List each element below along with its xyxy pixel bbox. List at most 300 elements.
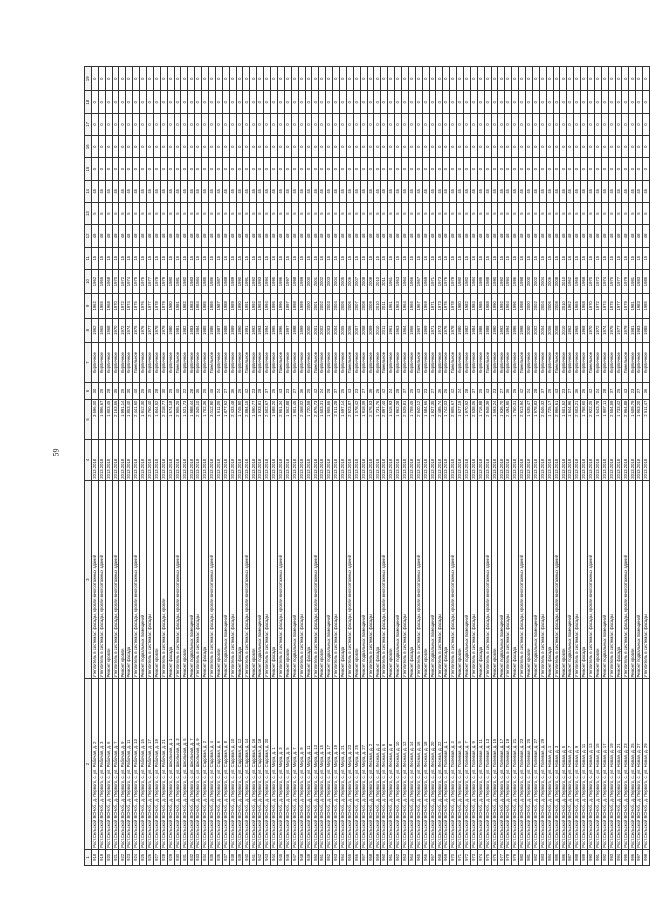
table-cell: 0 xyxy=(498,136,505,158)
table-cell: 48 xyxy=(505,225,512,247)
table-row xyxy=(450,67,457,866)
table-cell: 0 xyxy=(160,113,167,135)
table-cell: 1 803,45 xyxy=(105,399,112,440)
table-cell: 48 xyxy=(450,225,457,247)
table-cell: Ремонт кровли xyxy=(284,480,291,679)
table-cell: 5 xyxy=(167,202,174,224)
table-cell: 0 xyxy=(643,91,650,113)
table-cell: 48 xyxy=(105,225,112,247)
table-cell: 1964 xyxy=(401,294,408,318)
table-cell: 1962 xyxy=(91,294,98,318)
table-cell: 1996 xyxy=(512,294,519,318)
table-cell: 0 xyxy=(284,136,291,158)
table-cell: 28 xyxy=(395,383,402,399)
table-cell: 2 468,02 xyxy=(298,399,305,440)
table-cell: Утеплитель в системах: фасады, кровли многоэтажных зданий xyxy=(91,480,98,679)
table-cell: 0 xyxy=(284,113,291,135)
table-row xyxy=(346,67,353,866)
table-cell: 0 xyxy=(567,67,574,91)
table-cell: 0 xyxy=(312,67,319,91)
table-cell: 26 xyxy=(443,383,450,399)
table-cell: 1980 xyxy=(167,318,174,342)
table-cell: 28 xyxy=(153,383,160,399)
table-cell: Рост.Сельской ВСНоб., д. Первого, с. ул. Новая, д. 1 xyxy=(546,679,553,849)
table-cell: 1961 xyxy=(388,318,395,342)
table-cell: Рост.Сельской ВСНоб., д. Первого, с. ул. Новая, д. 15 xyxy=(594,679,601,849)
table-cell: 0 xyxy=(401,91,408,113)
table-cell: 0 xyxy=(457,136,464,158)
table-cell: 1983 xyxy=(188,269,195,293)
table-cell: 1970 xyxy=(112,318,119,342)
table-cell: 976 xyxy=(491,849,498,865)
table-cell: Рост.Сельской ВСНоб., д. Первого, с. ул. Полевая, д. 25 xyxy=(526,679,533,849)
table-cell: Кирпичное xyxy=(305,342,312,383)
table-row xyxy=(291,67,298,866)
table-cell: 2013.2018 xyxy=(202,440,209,481)
table-cell: 0 xyxy=(553,91,560,113)
table-cell: 0 xyxy=(291,67,298,91)
table-row xyxy=(429,67,436,866)
table-row xyxy=(105,67,112,866)
table-cell: 2006 xyxy=(346,294,353,318)
table-cell: 5 xyxy=(319,202,326,224)
table-cell: 0 xyxy=(470,158,477,180)
table-cell: 978 xyxy=(505,849,512,865)
table-cell: Ремонт подвальных помещений xyxy=(532,480,539,679)
table-cell: 45 xyxy=(284,180,291,202)
table-cell: 0 xyxy=(588,91,595,113)
table-rotation-wrapper xyxy=(84,66,649,866)
table-cell: 2005 xyxy=(339,269,346,293)
table-cell: 0 xyxy=(277,136,284,158)
table-cell: 5 xyxy=(422,202,429,224)
table-cell: 45 xyxy=(450,180,457,202)
table-cell: 0 xyxy=(195,113,202,135)
table-cell: 1998 xyxy=(291,269,298,293)
table-cell: 1963 xyxy=(395,294,402,318)
table-cell: Кирпичное xyxy=(601,342,608,383)
table-cell: 0 xyxy=(512,67,519,91)
table-cell: 1981 xyxy=(174,294,181,318)
table-cell: Рост.Сельской ВСНоб., д. Первого, с. ул. Школьная, д. 3 xyxy=(174,679,181,849)
table-cell: 2006 xyxy=(546,269,553,293)
table-cell: 0 xyxy=(91,158,98,180)
table-cell: 45 xyxy=(401,180,408,202)
table-cell: Рост.Сельской ВСНоб., д. Первого, с. ул. Полевая, д. 27 xyxy=(532,679,539,849)
table-cell: 2013.2018 xyxy=(326,440,333,481)
table-cell: Рост.Сельской ВСНоб., д. Первого, с. ул. Рабочая, д. 19 xyxy=(153,679,160,849)
table-cell: Утеплитель в системах: фасады xyxy=(505,480,512,679)
table-cell: Рост.Сельской ВСНоб., д. Первого, с. ул. Садовая, д. 12 xyxy=(236,679,243,849)
table-cell: 45 xyxy=(498,180,505,202)
table-cell: 5 xyxy=(257,202,264,224)
table-row xyxy=(498,67,505,866)
table-cell: 1987 xyxy=(215,294,222,318)
table-cell: 931 xyxy=(181,849,188,865)
table-cell: 2013.2018 xyxy=(415,440,422,481)
table-cell: 0 xyxy=(257,67,264,91)
table-cell: 2 494,95 xyxy=(505,399,512,440)
table-cell: 45 xyxy=(374,180,381,202)
table-cell: 2013.2018 xyxy=(91,440,98,481)
table-cell: 1 643,78 xyxy=(594,399,601,440)
table-cell: 1964 xyxy=(401,269,408,293)
column-header: 2 xyxy=(85,679,92,849)
table-cell: 1962 xyxy=(567,294,574,318)
table-cell: Утеплитель в системах: фасады xyxy=(470,480,477,679)
table-cell: 5 xyxy=(105,202,112,224)
table-cell: 0 xyxy=(174,67,181,91)
table-cell: Панельное xyxy=(209,342,216,383)
table-cell: 15 xyxy=(181,247,188,269)
table-cell: 26 xyxy=(581,383,588,399)
table-cell: 1988 xyxy=(484,318,491,342)
table-cell: 0 xyxy=(401,136,408,158)
table-cell: 1967 xyxy=(415,269,422,293)
table-cell: Рост.Сельской ВСНоб., д. Первого, с. ул. Мира, д. 27 xyxy=(360,679,367,849)
table-row xyxy=(463,67,470,866)
table-cell: 0 xyxy=(608,113,615,135)
table-cell: Кирпичное xyxy=(505,342,512,383)
table-cell: 1994 xyxy=(505,269,512,293)
table-cell: 933 xyxy=(195,849,202,865)
table-cell: 48 xyxy=(312,225,319,247)
table-cell: 2013.2018 xyxy=(153,440,160,481)
table-cell: 0 xyxy=(298,158,305,180)
table-cell: Утеплитель в системах: фасады, кровли многоэтажных зданий xyxy=(312,480,319,679)
table-cell: 0 xyxy=(546,113,553,135)
table-cell: 5 xyxy=(395,202,402,224)
table-cell: 0 xyxy=(470,113,477,135)
table-cell: 1979 xyxy=(160,269,167,293)
table-cell: Ремонт кровли xyxy=(629,480,636,679)
table-cell: 15 xyxy=(319,247,326,269)
table-cell: Рост.Сельской ВСНоб., д. Первого, с. ул. Мира, д. 15 xyxy=(319,679,326,849)
table-row xyxy=(526,67,533,866)
table-cell: Рост.Сельской ВСНоб., д. Первого, с. ул. Мира, д. 19 xyxy=(333,679,340,849)
table-cell: 5 xyxy=(119,202,126,224)
table-cell: 5 xyxy=(484,202,491,224)
table-cell: 0 xyxy=(188,67,195,91)
table-cell: 45 xyxy=(353,180,360,202)
table-cell: 15 xyxy=(532,247,539,269)
table-cell: 1 688,20 xyxy=(271,399,278,440)
table-cell: 0 xyxy=(105,91,112,113)
table-cell: 1999 xyxy=(298,269,305,293)
table-cell: 28 xyxy=(601,383,608,399)
table-cell: 0 xyxy=(147,91,154,113)
table-cell: Кирпичное xyxy=(284,342,291,383)
table-cell: 0 xyxy=(236,158,243,180)
table-cell: 2013.2018 xyxy=(636,440,643,481)
table-cell: 0 xyxy=(264,158,271,180)
table-cell: 5 xyxy=(250,202,257,224)
table-cell: 5 xyxy=(298,202,305,224)
table-cell: Рост.Сельской ВСНоб., д. Первого, с. ул. Мира, д. 1 xyxy=(271,679,278,849)
table-cell: 2000 xyxy=(526,294,533,318)
table-cell: 938 xyxy=(229,849,236,865)
table-cell: 0 xyxy=(532,136,539,158)
table-cell: 0 xyxy=(153,67,160,91)
table-cell: 1998 xyxy=(291,318,298,342)
table-cell: 1982 xyxy=(181,269,188,293)
table-cell: Рост.Сельской ВСНоб., д. Первого, с. ул. Рабочая, д. 21 xyxy=(160,679,167,849)
table-cell: 1 745,90 xyxy=(236,399,243,440)
table-cell: 963 xyxy=(401,849,408,865)
table-cell: 0 xyxy=(415,113,422,135)
table-cell: 0 xyxy=(202,67,209,91)
table-cell: 45 xyxy=(560,180,567,202)
table-cell: 48 xyxy=(257,225,264,247)
table-cell: 2013.2018 xyxy=(312,440,319,481)
table-cell: 15 xyxy=(312,247,319,269)
table-cell: 1965 xyxy=(98,294,105,318)
table-cell: Кирпичное xyxy=(215,342,222,383)
table-cell: 0 xyxy=(450,113,457,135)
table-cell: 2013.2018 xyxy=(333,440,340,481)
table-cell: Ремонт кровли xyxy=(181,480,188,679)
table-cell: 45 xyxy=(477,180,484,202)
table-cell: 0 xyxy=(422,158,429,180)
table-cell: 2013.2018 xyxy=(567,440,574,481)
table-cell: Рост.Сельской ВСНоб., д. Первого, с. ул. Мира, д. 11 xyxy=(305,679,312,849)
table-row xyxy=(588,67,595,866)
table-cell: 45 xyxy=(98,180,105,202)
table-row xyxy=(181,67,188,866)
table-cell: 1 962,28 xyxy=(395,399,402,440)
table-cell: 919 xyxy=(98,849,105,865)
table-cell: 48 xyxy=(174,225,181,247)
table-cell: 15 xyxy=(581,247,588,269)
table-cell: 2013.2018 xyxy=(174,440,181,481)
table-cell: 0 xyxy=(567,91,574,113)
table-cell: 0 xyxy=(243,136,250,158)
table-cell: 0 xyxy=(264,136,271,158)
table-cell: 35 xyxy=(147,383,154,399)
table-cell: 921 xyxy=(112,849,119,865)
table-row xyxy=(215,67,222,866)
table-cell: Кирпичное xyxy=(188,342,195,383)
table-cell: 2013.2018 xyxy=(181,440,188,481)
table-cell: 15 xyxy=(271,247,278,269)
table-cell: 1 844,52 xyxy=(153,399,160,440)
table-cell: Ремонт подвальных помещений xyxy=(429,480,436,679)
table-cell: 2011 xyxy=(381,318,388,342)
table-cell: 2008 xyxy=(360,294,367,318)
table-cell: 48 xyxy=(236,225,243,247)
table-cell: 1975 xyxy=(133,269,140,293)
table-cell: 1999 xyxy=(298,294,305,318)
table-cell: Утеплитель в системах: фасады xyxy=(436,480,443,679)
table-cell: Рост.Сельской ВСНоб., д. Первого, с. ул. Лесная, д. 18 xyxy=(422,679,429,849)
table-cell: 0 xyxy=(526,67,533,91)
table-cell: 0 xyxy=(491,67,498,91)
table-cell: 48 xyxy=(147,225,154,247)
table-cell: 48 xyxy=(443,225,450,247)
table-cell: 1962 xyxy=(567,318,574,342)
table-cell: 45 xyxy=(298,180,305,202)
column-header: 1 xyxy=(85,849,92,865)
table-cell: 5 xyxy=(553,202,560,224)
table-cell: 5 xyxy=(98,202,105,224)
table-cell: 43 xyxy=(277,383,284,399)
table-cell: 0 xyxy=(512,136,519,158)
table-cell: Ремонт подвальных помещений xyxy=(188,480,195,679)
table-cell: 2001 xyxy=(312,269,319,293)
table-cell: 45 xyxy=(622,180,629,202)
table-cell: 45 xyxy=(243,180,250,202)
table-cell: 0 xyxy=(167,67,174,91)
table-cell: 15 xyxy=(408,247,415,269)
table-cell: 5 xyxy=(160,202,167,224)
table-cell: Утеплитель в системах: фасады xyxy=(608,480,615,679)
table-cell: 2 905,67 xyxy=(450,399,457,440)
table-cell: 2006 xyxy=(546,294,553,318)
table-cell: 0 xyxy=(594,158,601,180)
table-cell: 1985 xyxy=(202,318,209,342)
table-row xyxy=(381,67,388,866)
table-row xyxy=(436,67,443,866)
table-cell: Рост.Сельской ВСНоб., д. Первого, с. ул. Мира, д. 7 xyxy=(291,679,298,849)
table-cell: 0 xyxy=(98,67,105,91)
table-cell: 2013.2018 xyxy=(463,440,470,481)
table-cell: 48 xyxy=(374,225,381,247)
table-cell: Ремонт подвальных помещений xyxy=(636,480,643,679)
table-cell: 2002 xyxy=(532,269,539,293)
table-cell: 45 xyxy=(167,180,174,202)
table-cell: 15 xyxy=(91,247,98,269)
table-cell: 1977 xyxy=(615,294,622,318)
table-cell: 1979 xyxy=(160,318,167,342)
table-row xyxy=(277,67,284,866)
table-cell: Кирпичное xyxy=(181,342,188,383)
table-cell: Кирпичное xyxy=(374,342,381,383)
table-cell: Рост.Сельской ВСНоб., д. Первого, с. ул. Садовая, д. 8 xyxy=(222,679,229,849)
table-cell: 0 xyxy=(498,91,505,113)
table-cell: 1980 xyxy=(167,269,174,293)
table-cell: Ремонт кровли xyxy=(105,480,112,679)
table-row xyxy=(319,67,326,866)
table-cell: 15 xyxy=(463,247,470,269)
table-cell: 2 964,88 xyxy=(622,399,629,440)
table-cell: 5 xyxy=(339,202,346,224)
table-cell: 0 xyxy=(195,67,202,91)
table-cell: 981 xyxy=(526,849,533,865)
table-row xyxy=(546,67,553,866)
table-cell: Рост.Сельской ВСНоб., д. Первого, с. ул. Лесная, д. 16 xyxy=(415,679,422,849)
table-cell: Ремонт фасада xyxy=(374,480,381,679)
table-cell: Ремонт кровли xyxy=(526,480,533,679)
table-cell: 0 xyxy=(209,136,216,158)
table-cell: 0 xyxy=(284,67,291,91)
table-cell: Кирпичное xyxy=(443,342,450,383)
table-cell: 1 991,14 xyxy=(119,399,126,440)
table-cell: 1991 xyxy=(243,318,250,342)
table-cell: 2013.2018 xyxy=(229,440,236,481)
table-cell: 48 xyxy=(463,225,470,247)
table-cell: 0 xyxy=(367,67,374,91)
table-row xyxy=(133,67,140,866)
table-cell: 0 xyxy=(381,158,388,180)
table-cell: 0 xyxy=(250,113,257,135)
table-cell: 48 xyxy=(615,225,622,247)
table-cell: Панельное xyxy=(519,342,526,383)
table-cell: 2002 xyxy=(319,294,326,318)
table-cell: 2013.2018 xyxy=(560,440,567,481)
column-header: 6 xyxy=(85,383,92,399)
table-cell: 0 xyxy=(601,136,608,158)
table-cell: 966 xyxy=(422,849,429,865)
table-cell: 0 xyxy=(305,136,312,158)
table-cell: 37 xyxy=(608,383,615,399)
table-cell: 2 923,87 xyxy=(346,399,353,440)
table-cell: 27 xyxy=(636,383,643,399)
table-cell: 0 xyxy=(608,91,615,113)
table-row xyxy=(484,67,491,866)
table-cell: Рост.Сельской ВСНоб., д. Первого, с. ул. Мира, д. 5 xyxy=(284,679,291,849)
table-cell: 48 xyxy=(608,225,615,247)
table-cell: 0 xyxy=(374,67,381,91)
table-cell: 993 xyxy=(608,849,615,865)
table-cell: Кирпичное xyxy=(264,342,271,383)
table-cell: 1970 xyxy=(588,318,595,342)
table-cell: 0 xyxy=(257,136,264,158)
table-row xyxy=(567,67,574,866)
table-cell: 1993 xyxy=(257,318,264,342)
table-cell: 27 xyxy=(360,383,367,399)
table-cell: 15 xyxy=(622,247,629,269)
table-cell: 0 xyxy=(195,136,202,158)
table-cell: 0 xyxy=(133,67,140,91)
table-cell: Ремонт фасада xyxy=(202,480,209,679)
table-cell: 0 xyxy=(636,158,643,180)
table-cell: 15 xyxy=(615,247,622,269)
table-cell: Утеплитель в системах: фасады, кровли многоэтажных зданий xyxy=(553,480,560,679)
table-cell: 0 xyxy=(539,136,546,158)
table-cell: 36 xyxy=(436,383,443,399)
table-cell: 0 xyxy=(443,136,450,158)
table-cell: 1 731,76 xyxy=(374,399,381,440)
table-cell: 15 xyxy=(360,247,367,269)
table-cell: Панельное xyxy=(622,342,629,383)
table-cell: 45 xyxy=(160,180,167,202)
table-cell: 43 xyxy=(415,383,422,399)
table-cell: 2005 xyxy=(339,318,346,342)
table-cell: 48 xyxy=(360,225,367,247)
table-cell: 0 xyxy=(333,158,340,180)
table-cell: 0 xyxy=(312,158,319,180)
table-row xyxy=(126,67,133,866)
table-cell: Кирпичное xyxy=(339,342,346,383)
table-cell: 0 xyxy=(629,158,636,180)
table-cell: 1990 xyxy=(236,318,243,342)
table-cell: Кирпичное xyxy=(271,342,278,383)
table-cell: Кирпичное xyxy=(333,342,340,383)
table-cell: 0 xyxy=(264,67,271,91)
table-cell: 2 760,40 xyxy=(147,399,154,440)
table-cell: 1 927,35 xyxy=(429,399,436,440)
table-cell: 48 xyxy=(126,225,133,247)
table-cell: 15 xyxy=(422,247,429,269)
table-cell: Ремонт фасада xyxy=(443,480,450,679)
table-cell: Кирпичное xyxy=(367,342,374,383)
table-row xyxy=(470,67,477,866)
table-cell: 946 xyxy=(284,849,291,865)
table-cell: Кирпичное xyxy=(539,342,546,383)
column-header: 8 xyxy=(85,318,92,342)
table-cell: 5 xyxy=(222,202,229,224)
table-cell: 2013.2018 xyxy=(395,440,402,481)
